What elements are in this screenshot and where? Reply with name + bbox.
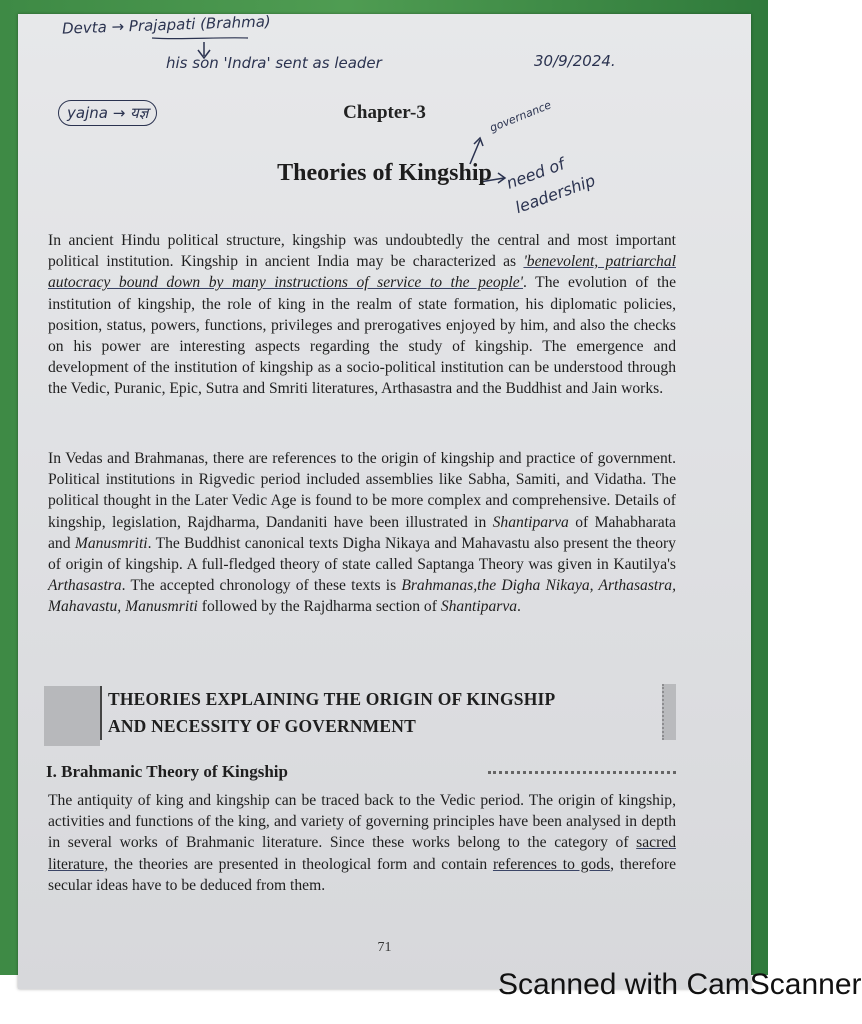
paragraph-text: . [517, 598, 521, 616]
chapter-title: Theories of Kingship [277, 160, 492, 186]
paragraph-text: . The accepted chronology of these texts is [121, 577, 402, 595]
paragraph-text: In ancient Hindu political structure, kingship was undoubtedly the central and most important political institution. Kingship in ancient India may be characterized as [48, 232, 676, 271]
underlined-phrase: references to gods [492, 855, 611, 873]
paragraph-vedas [48, 448, 676, 618]
italic-term: Shantiparva [492, 513, 569, 531]
underlined-phrase: sacred literature, [48, 834, 676, 873]
italic-term: Shantiparva [440, 598, 518, 616]
paragraph-text: of Mahabharata and [48, 513, 676, 552]
paragraph-text: , therefore secular ideas have to be deduced from them. [48, 855, 676, 894]
handwritten-need-of-leadership: need of leadership [503, 154, 598, 218]
paragraph-text: The antiquity of king and kingship can be traced back to the Vedic period. The origin of kingship, activities and functions of the king, and variety of governing principles have been analysed in depth in several works of Brahmanic literature. Since these works belong to the category of [48, 792, 676, 852]
subheading-brahmanic: I. Brahmanic Theory of Kingship [46, 762, 288, 781]
handwritten-note-devta: Devta → Prajapati (Brahma) [61, 12, 272, 38]
quoted-definition: 'benevolent, patriarchal autocracy bound down by many instructions of service to the people' [48, 253, 676, 292]
handwritten-date: 30/9/2024. [534, 52, 616, 70]
italic-term: Arthasastra [48, 577, 122, 595]
page-number: 71 [377, 940, 392, 955]
chapter-label: Chapter-3 [343, 102, 426, 123]
handwritten-yajna: yajna → यज्ञ [58, 100, 157, 126]
paragraph-text: the theories are presented in theological form and contain [108, 855, 493, 873]
paragraph-brahmanic [48, 790, 676, 896]
paragraph-text: followed by the Rajdharma section of [197, 598, 441, 616]
paragraph-intro [48, 230, 676, 400]
italic-term: Brahmanas,the Digha Nikaya, Arthasastra, Mahavastu, Manusmriti [48, 577, 676, 616]
underline-prajapati-mark [152, 38, 248, 39]
book-page [18, 14, 751, 989]
italic-term: Manusmriti [74, 534, 148, 552]
handwritten-governance: governance [487, 98, 554, 135]
paragraph-text: . The evolution of the institution of kingship, the role of king in the realm of state formation, his diplomatic policies, position, status, powers, functions, privileges and prerogatives enjoyed by him, and also the checks on his power are interesting aspects regarding the study of kingship. The emergence and development of the institution of kingship as a socio-political institution can be understood through the Vedic, Puranic, Epic, Sutra and Smriti literatures, Arthasastra and the Buddhist and Jain works. [48, 274, 676, 398]
paragraph-text: In Vedas and Brahmanas, there are references to the origin of kingship and practice of government. Political institutions in Rigvedic period included assemblies like Sabha, Samiti, and Vidatha. The political thought in the Later Vedic Age is found to be more complex and comprehensive. Details of kingship, legislation, Rajdharma, Dandaniti have been illustrated in [48, 450, 676, 531]
handwritten-note-indra: his son 'Indra' sent as leader [166, 54, 382, 72]
section-heading-line: THEORIES EXPLAINING THE ORIGIN OF KINGSHIP [108, 689, 556, 709]
section-heading-band [44, 686, 100, 746]
section-heading-line: AND NECESSITY OF GOVERNMENT [108, 716, 416, 736]
paragraph-text: . The Buddhist canonical texts Digha Nikaya and Mahavastu also present the theory of origin of kingship. A full-fledged theory of state called Saptanga Theory was given in Kautilya's [48, 534, 676, 574]
dotted-rule [488, 771, 676, 778]
section-heading [100, 686, 668, 740]
scanner-watermark: Scanned with CamScanner [498, 968, 862, 1001]
